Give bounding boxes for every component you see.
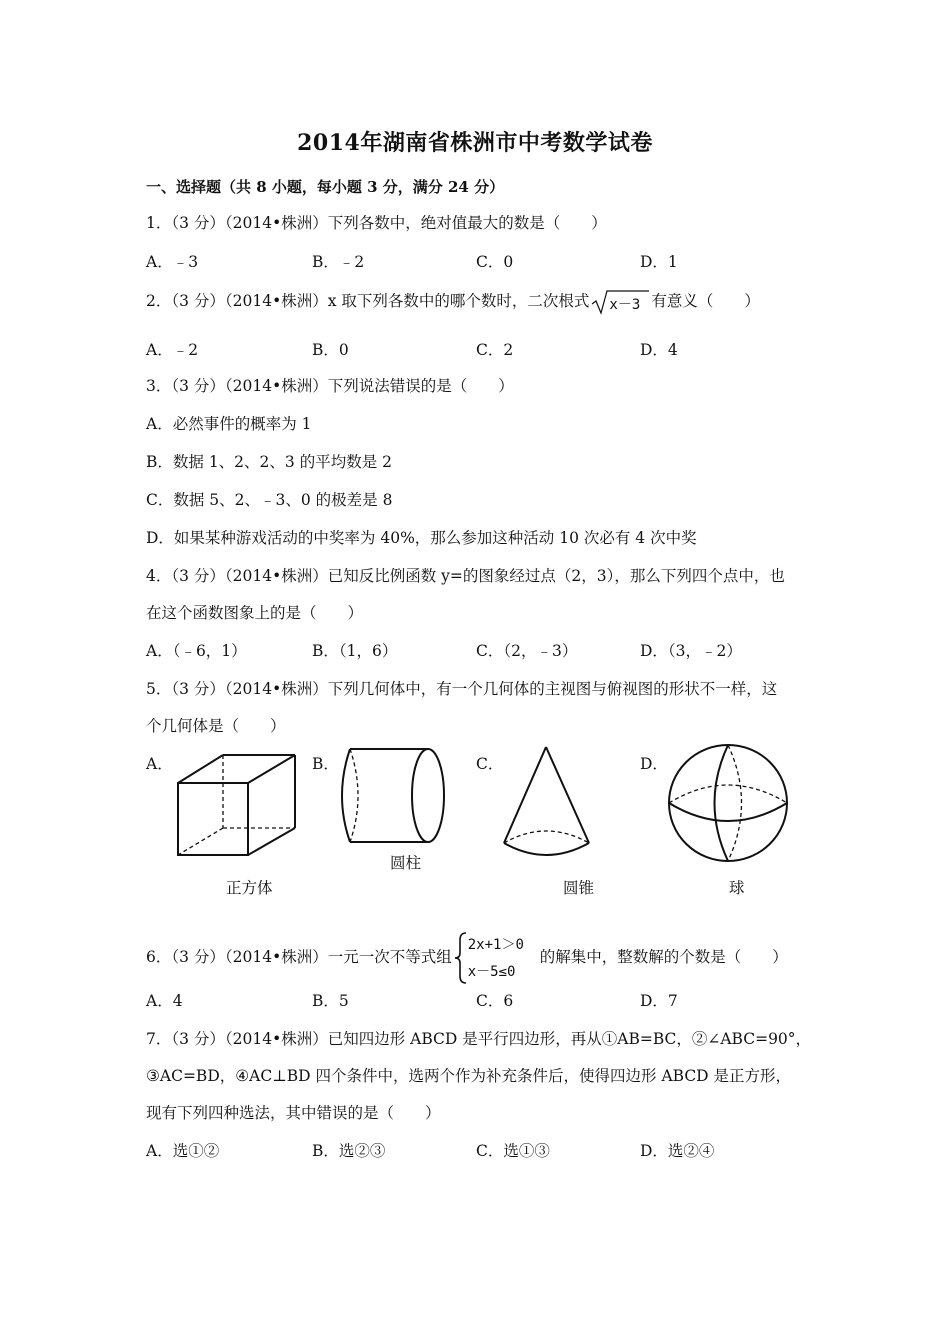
question-1-stem: 1．（3 分）（2014•株洲）下列各数中，绝对值最大的数是（ ） bbox=[146, 214, 607, 232]
question-4-stem-line1: 4．（3 分）（2014•株洲）已知反比例函数 y=的图象经过点（2，3），那么下列四个点中，也 bbox=[146, 567, 785, 585]
q3-option-b: B．数据 1、2、2、3 的平均数是 2 bbox=[146, 453, 392, 471]
inequality-2: x－5≤0 bbox=[467, 964, 516, 980]
cone-caption: 圆锥 bbox=[563, 879, 595, 897]
q6-option-d: D．7 bbox=[640, 992, 678, 1010]
cube-figure bbox=[175, 752, 305, 862]
radicand: x－3 bbox=[609, 297, 641, 313]
q2-option-b: B．0 bbox=[312, 341, 349, 359]
question-2-stem bbox=[146, 289, 760, 315]
q5-option-b: B． bbox=[312, 755, 339, 773]
q2-option-d: D．4 bbox=[640, 341, 678, 359]
sphere-figure bbox=[667, 743, 797, 868]
question-4-stem-line2: 在这个函数图象上的是（ ） bbox=[146, 604, 364, 622]
q5-option-a: A． bbox=[146, 755, 173, 773]
question-5-stem-line1: 5．（3 分）（2014•株洲）下列几何体中，有一个几何体的主视图与俯视图的形状不一样，这 bbox=[146, 680, 778, 698]
q6-stem-after: 的解集中，整数解的个数是（ ） bbox=[539, 948, 788, 966]
q6-option-b: B．5 bbox=[312, 992, 349, 1010]
q3-option-a: A．必然事件的概率为 1 bbox=[146, 415, 312, 433]
cube-caption: 正方体 bbox=[226, 879, 273, 897]
sphere-caption: 球 bbox=[729, 879, 745, 897]
q7-option-b: B．选②③ bbox=[312, 1142, 386, 1160]
q6-stem-before: 6．（3 分）（2014•株洲）一元一次不等式组 bbox=[146, 948, 452, 966]
q6-option-c: C．6 bbox=[476, 992, 514, 1010]
cylinder-caption: 圆柱 bbox=[390, 854, 422, 872]
left-brace-icon bbox=[454, 931, 468, 985]
q4-option-a: A．（﹣6，1） bbox=[146, 642, 247, 660]
q1-option-a: A．﹣3 bbox=[146, 253, 199, 271]
q5-option-c: C． bbox=[476, 755, 504, 773]
question-7-stem-line1: 7．（3 分）（2014•株洲）已知四边形 ABCD 是平行四边形，再从①AB=BC，②∠ABC=90°， bbox=[146, 1030, 812, 1048]
inequality-system bbox=[454, 931, 538, 985]
q1-option-d: D．1 bbox=[640, 253, 678, 271]
question-7-stem-line3: 现有下列四种选法，其中错误的是（ ） bbox=[146, 1104, 441, 1122]
q1-option-c: C．0 bbox=[476, 253, 514, 271]
page-title: 2014年湖南省株洲市中考数学试卷 bbox=[297, 130, 653, 156]
cylinder-figure bbox=[338, 746, 448, 846]
q6-option-a: A．4 bbox=[146, 992, 183, 1010]
section-heading: 一、选择题（共 8 小题，每小题 3 分，满分 24 分） bbox=[146, 178, 505, 196]
q2-stem-after: 有意义（ ） bbox=[651, 292, 760, 310]
q7-option-c: C．选①③ bbox=[476, 1142, 550, 1160]
q7-option-a: A．选①② bbox=[146, 1142, 220, 1160]
q1-option-b: B．﹣2 bbox=[312, 253, 365, 271]
q5-option-d: D． bbox=[640, 755, 668, 773]
q2-stem-before: 2．（3 分）（2014•株洲）x 取下列各数中的哪个数时，二次根式 bbox=[146, 292, 590, 310]
q4-option-b: B．（1，6） bbox=[312, 642, 398, 660]
q3-option-c: C．数据 5、2、﹣3、0 的极差是 8 bbox=[146, 491, 393, 509]
question-6-stem bbox=[146, 931, 788, 985]
question-5-stem-line2: 个几何体是（ ） bbox=[146, 717, 286, 735]
question-3-stem: 3．（3 分）（2014•株洲）下列说法错误的是（ ） bbox=[146, 377, 514, 395]
q4-option-c: C．（2，﹣3） bbox=[476, 642, 578, 660]
sqrt-expression bbox=[591, 289, 649, 315]
q2-option-a: A．﹣2 bbox=[146, 341, 199, 359]
q7-option-d: D．选②④ bbox=[640, 1142, 715, 1160]
q2-option-c: C．2 bbox=[476, 341, 514, 359]
inequality-1: 2x+1＞0 bbox=[467, 937, 524, 953]
q3-option-d: D．如果某种游戏活动的中奖率为 40%，那么参加这种活动 10 次必有 4 次中奖 bbox=[146, 529, 697, 547]
question-7-stem-line2: ③AC=BD，④AC⊥BD 四个条件中，选两个作为补充条件后，使得四边形 ABCD 是正方形， bbox=[146, 1067, 792, 1085]
cone-figure bbox=[501, 745, 601, 860]
q4-option-d: D．（3，﹣2） bbox=[640, 642, 742, 660]
